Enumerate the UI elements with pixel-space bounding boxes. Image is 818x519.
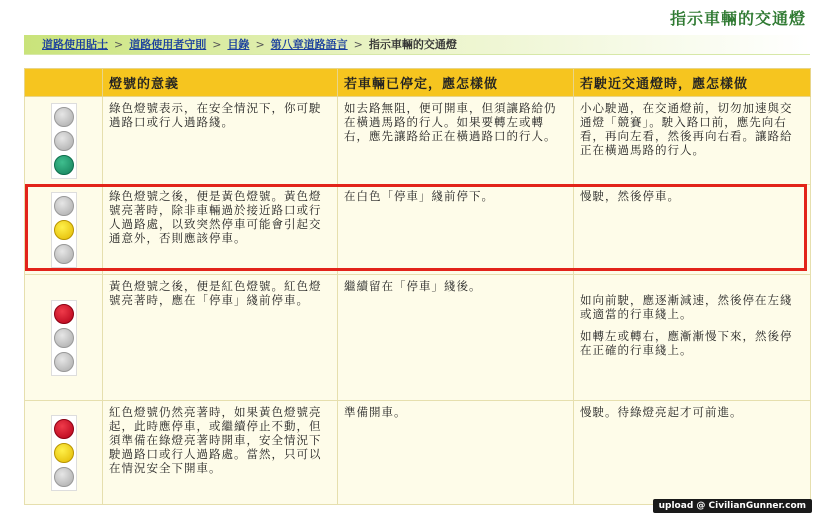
meaning-cell: 黃色燈號之後，便是紅色燈號。紅色燈號亮著時，應在「停車」綫前停車。	[103, 275, 338, 401]
lamp-off-icon	[54, 107, 74, 127]
header-approaching: 若駛近交通燈時，應怎樣做	[574, 69, 811, 97]
stopped-cell: 繼續留在「停車」綫後。	[338, 275, 574, 401]
table-header-row	[25, 69, 811, 97]
approaching-text: 如轉左或轉右，應漸漸慢下來，然後停在正確的行車綫上。	[580, 329, 793, 357]
breadcrumb-separator: >	[255, 38, 265, 51]
lamp-yellow-icon	[54, 443, 74, 463]
lamp-green-icon	[54, 155, 74, 175]
lamp-off-icon	[54, 196, 74, 216]
header-stopped: 若車輛已停定，應怎樣做	[338, 69, 574, 97]
traffic-light-icon	[51, 300, 77, 376]
approaching-text: 如向前駛，應逐漸減速，然後停在左綫或適當的行車綫上。	[580, 293, 793, 321]
lamp-off-icon	[54, 352, 74, 372]
watermark: upload @ CivilianGunner.com	[653, 499, 812, 513]
breadcrumb-separator: >	[212, 38, 222, 51]
approaching-text: 慢駛。待綠燈亮起才可前進。	[580, 405, 743, 419]
stopped-cell: 如去路無阻，便可開車，但須讓路給仍在橫過馬路的行人。如果要轉左或轉右，應先讓路給正在橫過路口的行人。	[338, 97, 574, 185]
header-meaning: 燈號的意義	[103, 69, 338, 97]
breadcrumb	[24, 35, 810, 55]
breadcrumb-link-chapter8[interactable]: 第八章道路語言	[270, 38, 348, 51]
table-row	[25, 185, 811, 275]
approaching-text: 小心駛過，在交通燈前，切勿加速與交通燈「競賽」。駛入路口前，應先向右看，再向左看，然後再向右看。讓路給正在橫過馬路的行人。	[580, 101, 793, 157]
lamp-red-icon	[54, 419, 74, 439]
traffic-light-cell	[25, 185, 103, 275]
traffic-light-cell	[25, 97, 103, 185]
lamp-off-icon	[54, 244, 74, 264]
approaching-text: 慢駛，然後停車。	[580, 189, 680, 203]
breadcrumb-current: 指示車輛的交通燈	[368, 38, 457, 51]
meaning-cell: 綠色燈號表示，在安全情況下，你可駛過路口或行人過路綫。	[103, 97, 338, 185]
breadcrumb-link-contents[interactable]: 目錄	[227, 38, 250, 51]
lamp-red-icon	[54, 304, 74, 324]
lamp-yellow-icon	[54, 220, 74, 240]
approaching-cell	[574, 275, 811, 401]
approaching-cell	[574, 185, 811, 275]
breadcrumb-link-code[interactable]: 道路使用者守則	[129, 38, 207, 51]
table-row	[25, 401, 811, 505]
page-title: 指示車輛的交通燈	[669, 9, 806, 28]
traffic-light-icon	[51, 103, 77, 179]
table-row	[25, 97, 811, 185]
table-row	[25, 275, 811, 401]
lamp-off-icon	[54, 131, 74, 151]
traffic-light-icon	[51, 192, 77, 268]
approaching-cell	[574, 97, 811, 185]
traffic-light-table	[24, 68, 811, 505]
breadcrumb-link-tips[interactable]: 道路使用貼士	[42, 38, 108, 51]
header-light-cell	[25, 69, 103, 97]
breadcrumb-separator: >	[114, 38, 124, 51]
approaching-cell	[574, 401, 811, 505]
breadcrumb-separator: >	[353, 38, 363, 51]
stopped-cell: 準備開車。	[338, 401, 574, 505]
traffic-light-cell	[25, 275, 103, 401]
meaning-cell: 紅色燈號仍然亮著時，如果黃色燈號亮起，此時應停車，或繼續停止不動，但須準備在綠燈亮著時開車，安全情況下駛過路口或行人過路處。當然，只可以在情況安全下開車。	[103, 401, 338, 505]
meaning-cell: 綠色燈號之後，便是黃色燈號。黃色燈號亮著時，除非車輛過於接近路口或行人過路處，以致突然停車可能會引起交通意外，否則應該停車。	[103, 185, 338, 275]
lamp-off-icon	[54, 328, 74, 348]
traffic-light-cell	[25, 401, 103, 505]
traffic-light-icon	[51, 415, 77, 491]
stopped-cell: 在白色「停車」綫前停下。	[338, 185, 574, 275]
lamp-off-icon	[54, 467, 74, 487]
